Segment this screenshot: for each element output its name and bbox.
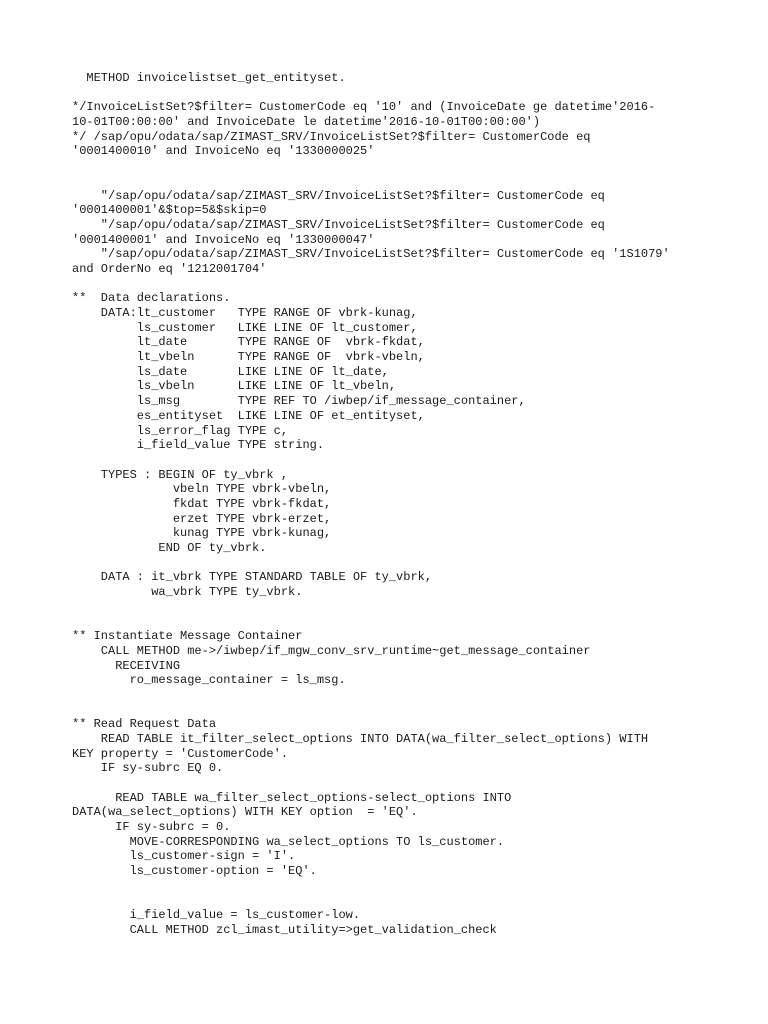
code-listing — [72, 71, 712, 938]
code-line: IF sy-subrc = 0. — [72, 820, 231, 835]
code-line: vbeln TYPE vbrk-vbeln, — [72, 482, 332, 497]
code-line: i_field_value = ls_customer-low. — [72, 908, 361, 923]
code-line — [72, 556, 712, 571]
code-line: "/sap/opu/odata/sap/ZIMAST_SRV/InvoiceListSet?$filter= CustomerCode eq — [72, 217, 605, 232]
code-line: lt_vbeln TYPE RANGE OF vbrk-vbeln, — [72, 350, 425, 365]
code-line: fkdat TYPE vbrk-fkdat, — [72, 496, 332, 511]
code-line — [72, 614, 712, 629]
code-line: IF sy-subrc EQ 0. — [72, 761, 224, 776]
code-line: "/sap/opu/odata/sap/ZIMAST_SRV/InvoiceListSet?$filter= CustomerCode eq — [72, 188, 605, 203]
code-line: "/sap/opu/odata/sap/ZIMAST_SRV/InvoiceListSet?$filter= CustomerCode eq '1S1079' — [72, 247, 670, 262]
code-line — [72, 277, 712, 292]
code-line: KEY property = 'CustomerCode'. — [72, 746, 289, 761]
code-line: '0001400001' and InvoiceNo eq '1330000047' — [72, 232, 375, 247]
code-line: RECEIVING — [72, 658, 181, 673]
code-line: i_field_value TYPE string. — [72, 438, 325, 453]
code-line: CALL METHOD zcl_imast_utility=>get_validation_check — [72, 922, 497, 937]
code-line — [72, 86, 712, 101]
code-line — [72, 776, 712, 791]
code-line: erzet TYPE vbrk-erzet, — [72, 511, 332, 526]
code-line: ls_error_flag TYPE c, — [72, 423, 289, 438]
code-line: ls_customer-sign = 'I'. — [72, 849, 296, 864]
code-line: END OF ty_vbrk. — [72, 541, 267, 555]
code-line: ls_msg TYPE REF TO /iwbep/if_message_container, — [72, 394, 526, 409]
code-line: '0001400001'&$top=5&$skip=0 — [72, 203, 267, 218]
code-line — [72, 703, 712, 718]
code-line: ** Read Request Data — [72, 717, 217, 732]
code-line: DATA(wa_select_options) WITH KEY option = 'EQ'. — [72, 805, 418, 820]
code-line — [72, 159, 712, 174]
code-line: '0001400010' and InvoiceNo eq '1330000025' — [72, 144, 375, 159]
code-line: kunag TYPE vbrk-kunag, — [72, 526, 332, 541]
code-line: */ /sap/opu/odata/sap/ZIMAST_SRV/InvoiceListSet?$filter= CustomerCode eq — [72, 129, 591, 144]
code-line: TYPES : BEGIN OF ty_vbrk , — [72, 467, 289, 482]
code-line: READ TABLE it_filter_select_options INTO DATA(wa_filter_select_options) WITH — [72, 731, 649, 746]
code-line: ls_customer LIKE LINE OF lt_customer, — [72, 320, 418, 335]
code-line — [72, 879, 712, 894]
code-line: METHOD invoicelistset_get_entityset. — [72, 71, 346, 85]
code-line: CALL METHOD me->/iwbep/if_mgw_conv_srv_runtime~get_message_container — [72, 643, 591, 658]
code-line: READ TABLE wa_filter_select_options-select_options INTO — [72, 790, 512, 805]
code-line — [72, 174, 712, 189]
code-line — [72, 453, 712, 468]
code-line: ls_date LIKE LINE OF lt_date, — [72, 364, 389, 379]
code-line — [72, 894, 712, 909]
code-line: DATA : it_vbrk TYPE STANDARD TABLE OF ty_vbrk, — [72, 570, 433, 585]
code-line: ** Data declarations. — [72, 291, 231, 306]
code-line: */InvoiceListSet?$filter= CustomerCode eq '10' and (InvoiceDate ge datetime'2016- — [72, 100, 656, 115]
code-line: DATA:lt_customer TYPE RANGE OF vbrk-kunag, — [72, 306, 418, 320]
code-line: ** Instantiate Message Container — [72, 629, 303, 644]
code-line: ro_message_container = ls_msg. — [72, 673, 346, 688]
code-line — [72, 688, 712, 703]
code-line: ls_vbeln LIKE LINE OF lt_vbeln, — [72, 379, 397, 394]
code-line: wa_vbrk TYPE ty_vbrk. — [72, 585, 303, 600]
code-line: ls_customer-option = 'EQ'. — [72, 864, 317, 879]
code-line: MOVE-CORRESPONDING wa_select_options TO ls_customer. — [72, 834, 505, 849]
code-line: lt_date TYPE RANGE OF vbrk-fkdat, — [72, 335, 425, 350]
code-line: es_entityset LIKE LINE OF et_entityset, — [72, 408, 425, 423]
code-line: 10-01T00:00:00' and InvoiceDate le datetime'2016-10-01T00:00:00') — [72, 115, 541, 130]
code-line: and OrderNo eq '1212001704' — [72, 261, 267, 276]
code-line — [72, 600, 712, 615]
